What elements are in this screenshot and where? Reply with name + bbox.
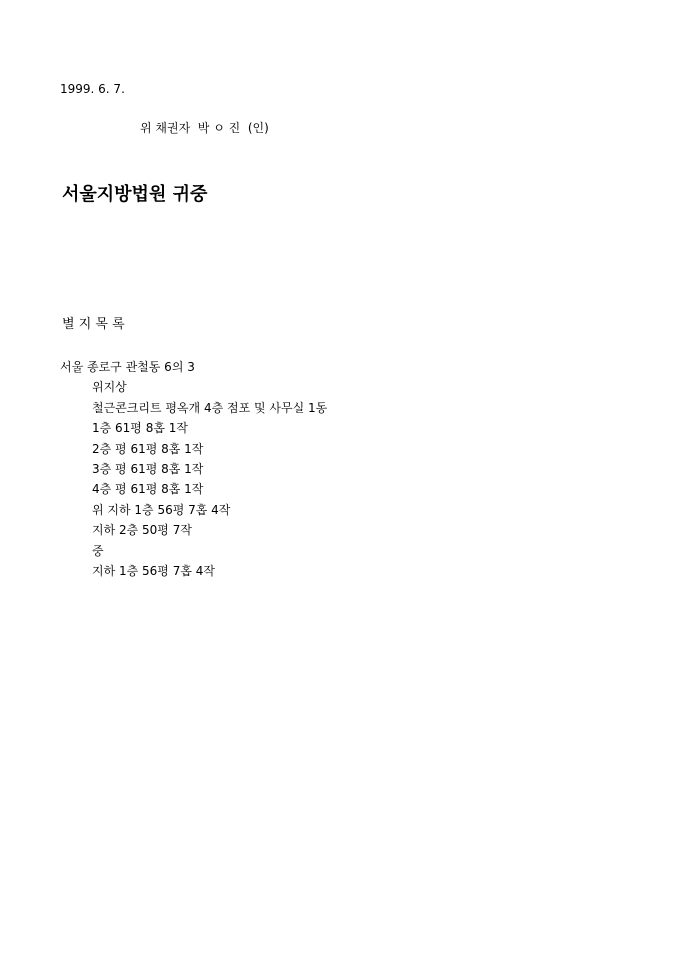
court-addressee: 서울지방법원 귀중 — [62, 184, 208, 205]
list-item: 3층 평 61평 8홉 1작 — [92, 461, 204, 476]
annex-title: 별 지 목 록 — [62, 317, 125, 332]
property-list — [60, 360, 327, 584]
creditor-signature-line: 위 채권자 박 ㅇ 진 (인) — [140, 121, 269, 135]
document-date: 1999. 6. 7. — [60, 82, 125, 96]
list-item: 지하 2층 50평 7작 — [92, 523, 192, 538]
list-item: 4층 평 61평 8홉 1작 — [92, 482, 204, 497]
list-item: 중 — [92, 543, 104, 558]
list-item: 지하 1층 56평 7홉 4작 — [92, 563, 215, 578]
list-item: 위 지하 1층 56평 7홉 4작 — [92, 502, 231, 517]
property-address: 서울 종로구 관철동 6의 3 — [60, 360, 195, 374]
list-item: 1층 61평 8홉 1작 — [92, 421, 188, 436]
list-item: 철근콘크리트 평옥개 4층 점포 및 사무실 1동 — [92, 400, 328, 415]
list-item: 위지상 — [92, 380, 127, 395]
list-item: 2층 평 61평 8홉 1작 — [92, 441, 204, 456]
